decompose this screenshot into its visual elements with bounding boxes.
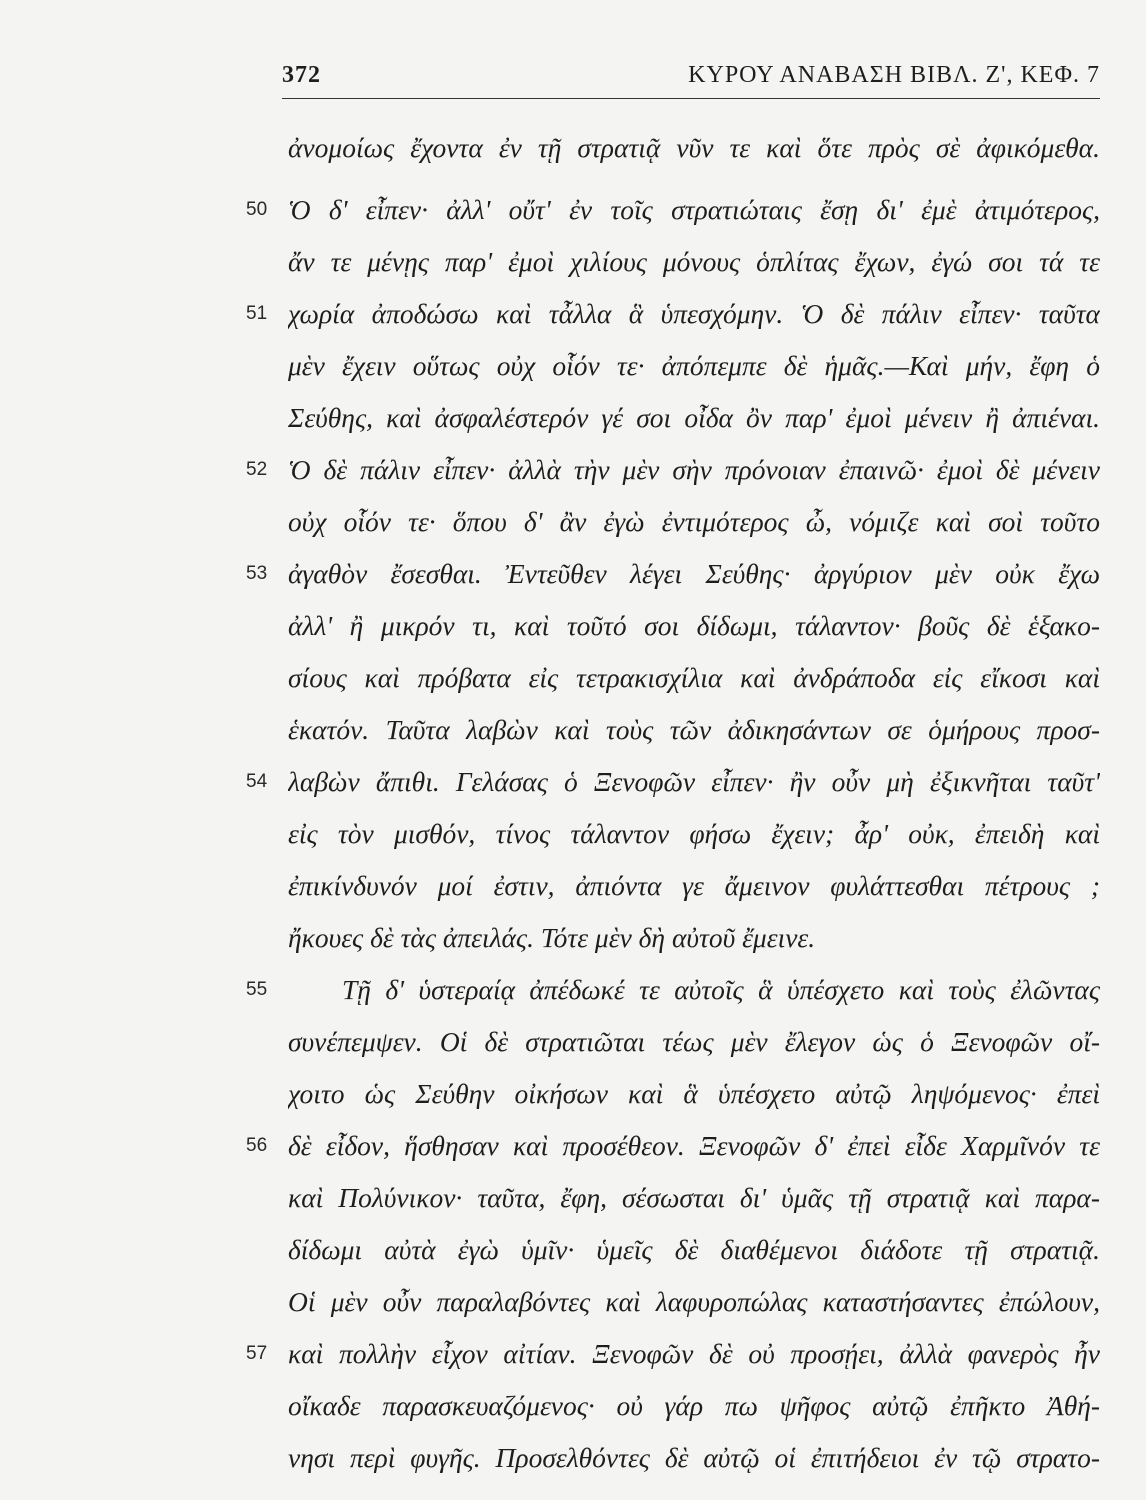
line-text: Ὁ δὲ πάλιν εἶπεν· ἀλλὰ τὴν μὲν σὴν πρόνοιαν ἐπαινῶ· ἐμοὶ δὲ μένειν: [288, 454, 1100, 485]
line-text: ἤκουες δὲ τὰς ἀπειλάς. Τότε μὲν δὴ αὐτοῦ ἔμεινε.: [288, 922, 816, 953]
text-line: [288, 1176, 1100, 1220]
text-line: [288, 240, 1100, 284]
line-text: Ὁ δ' εἶπεν· ἀλλ' οὔτ' ἐν τοῖς στρατιώταις ἔσῃ δι' ἐμὲ ἀτιμότερος,: [288, 194, 1100, 225]
text-line: [246, 1332, 1100, 1376]
text-line: [246, 188, 1100, 232]
line-text: ἀγαθὸν ἔσεσθαι. Ἐντεῦθεν λέγει Σεύθης· ἀργύριον μὲν οὐκ ἔχω: [288, 558, 1100, 589]
text-line: [288, 1020, 1100, 1064]
text-line: [288, 1384, 1100, 1428]
line-text: δίδωμι αὐτὰ ἐγὼ ὑμῖν· ὑμεῖς δὲ διαθέμενοι διάδοτε τῇ στρατιᾷ.: [288, 1234, 1100, 1265]
line-text: δὲ εἶδον, ἥσθησαν καὶ προσέθεον. Ξενοφῶν δ' ἐπεὶ εἶδε Χαρμῖνόν τε: [288, 1130, 1100, 1161]
text-line: [288, 656, 1100, 700]
line-text: χοιτο ὡς Σεύθην οἰκήσων καὶ ἃ ὑπέσχετο αὐτῷ ληψόμενος· ἐπεὶ: [288, 1078, 1100, 1109]
text-line: [246, 1124, 1100, 1168]
line-text: οἴκαδε παρασκευαζόμενος· οὐ γάρ πω ψῆφος αὐτῷ ἐπῆκτο Ἀθή-: [288, 1390, 1100, 1421]
text-line: [288, 126, 1100, 170]
line-text: Τῇ δ' ὑστεραίᾳ ἀπέδωκέ τε αὐτοῖς ἃ ὑπέσχετο καὶ τοὺς ἐλῶντας: [342, 974, 1100, 1005]
section-number: 51: [246, 303, 268, 324]
text-line: [288, 1228, 1100, 1272]
line-text: καὶ πολλὴν εἶχον αἰτίαν. Ξενοφῶν δὲ οὐ προσῄει, ἀλλὰ φανερὸς ἦν: [288, 1338, 1100, 1369]
line-text: οὐχ οἷόν τε· ὅπου δ' ἂν ἐγὼ ἐντιμότερος ὦ, νόμιζε καὶ σοὶ τοῦτο: [288, 506, 1100, 537]
line-text: χωρία ἀποδώσω καὶ τἆλλα ἃ ὑπεσχόμην. Ὁ δὲ πάλιν εἶπεν· ταῦτα: [288, 298, 1100, 329]
section-number: 57: [246, 1343, 268, 1364]
line-text: ἀλλ' ἢ μικρόν τι, καὶ τοῦτό σοι δίδωμι, τάλαντον· βοῦς δὲ ἑξακο-: [288, 610, 1100, 641]
line-text: εἰς τὸν μισθόν, τίνος τάλαντον φήσω ἔχειν; ἆρ' οὐκ, ἐπειδὴ καὶ: [288, 818, 1100, 849]
line-text: ἀνομοίως ἔχοντα ἐν τῇ στρατιᾷ νῦν τε καὶ ὅτε πρὸς σὲ ἀφικόμεθα.: [288, 132, 1100, 163]
text-line: [246, 292, 1100, 336]
text-line: [288, 604, 1100, 648]
section-number: 55: [246, 979, 268, 1000]
text-line: [246, 552, 1100, 596]
text-line: [288, 1436, 1100, 1480]
text-line: [288, 396, 1100, 440]
text-line: [288, 500, 1100, 544]
line-text: ἄν τε μένῃς παρ' ἐμοὶ χιλίους μόνους ὁπλίτας ἔχων, ἐγώ σοι τά τε: [288, 246, 1100, 277]
line-text: νησι περὶ φυγῆς. Προσελθόντες δὲ αὐτῷ οἱ ἐπιτήδειοι ἐν τῷ στρατο-: [288, 1442, 1100, 1473]
running-title: ΚΥΡΟΥ ΑΝΑΒΑΣΗ ΒΙΒΛ. Ζ', ΚΕΦ. 7: [688, 62, 1100, 88]
line-text: καὶ Πολύνικον· ταῦτα, ἔφη, σέσωσται δι' ὑμᾶς τῇ στρατιᾷ καὶ παρα-: [288, 1182, 1100, 1213]
text-line: [246, 760, 1100, 804]
text-line: [288, 916, 1100, 960]
line-text: Οἱ μὲν οὖν παραλαβόντες καὶ λαφυροπώλας καταστήσαντες ἐπώλουν,: [288, 1286, 1100, 1317]
text-line: [288, 344, 1100, 388]
section-number: 56: [246, 1135, 268, 1156]
line-text: Σεύθης, καὶ ἀσφαλέστερόν γέ σοι οἶδα ὂν παρ' ἐμοὶ μένειν ἢ ἀπιέναι.: [288, 402, 1100, 433]
text-line: [288, 812, 1100, 856]
text-line: [288, 1280, 1100, 1324]
section-number: 54: [246, 771, 268, 792]
running-head: [282, 58, 1100, 99]
line-text: συνέπεμψεν. Οἱ δὲ στρατιῶται τέως μὲν ἔλεγον ὡς ὁ Ξενοφῶν οἴ-: [288, 1026, 1100, 1057]
line-text: ἑκατόν. Ταῦτα λαβὼν καὶ τοὺς τῶν ἀδικησάντων σε ὁμήρους προσ-: [288, 714, 1100, 745]
line-text: μὲν ἔχειν οὕτως οὐχ οἷόν τε· ἀπόπεμπε δὲ ἡμᾶς.—Καὶ μήν, ἔφη ὁ: [288, 350, 1100, 381]
section-number: 53: [246, 563, 268, 584]
section-number: 50: [246, 199, 268, 220]
text-line: [288, 864, 1100, 908]
page-number: 372: [282, 62, 321, 88]
line-text: σίους καὶ πρόβατα εἰς τετρακισχίλια καὶ ἀνδράποδα εἰς εἴκοσι καὶ: [288, 662, 1100, 693]
section-number: 52: [246, 459, 268, 480]
line-text: λαβὼν ἄπιθι. Γελάσας ὁ Ξενοφῶν εἶπεν· ἢν οὖν μὴ ἐξικνῆται ταῦτ': [288, 766, 1100, 797]
text-line: [288, 1072, 1100, 1116]
text-line: [246, 448, 1100, 492]
text-line: [288, 708, 1100, 752]
line-text: ἐπικίνδυνόν μοί ἐστιν, ἀπιόντα γε ἄμεινον φυλάττεσθαι πέτρους ;: [288, 870, 1100, 901]
text-line: [246, 968, 1100, 1012]
